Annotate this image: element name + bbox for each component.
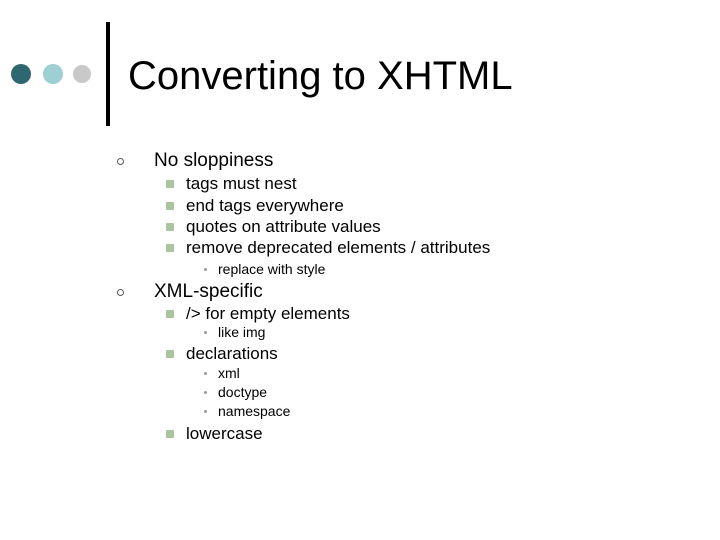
square-icon: [166, 430, 174, 438]
small-dot-icon: [204, 268, 207, 271]
small-dot-icon: [204, 410, 207, 413]
small-dot-icon: [204, 372, 207, 375]
subbullet-empty-elements: /> for empty elements: [186, 304, 350, 323]
small-dot-icon: [204, 331, 207, 334]
subbullet-end-tags: end tags everywhere: [186, 196, 344, 215]
square-icon: [166, 202, 174, 210]
hollow-circle-icon: [117, 158, 124, 165]
bullet-no-sloppiness: No sloppiness: [154, 150, 274, 171]
subsub-replace-with-style: replace with style: [218, 261, 326, 277]
square-icon: [166, 310, 174, 318]
dark-dot-icon: [11, 64, 31, 84]
subsub-xml: xml: [218, 365, 240, 381]
subsub-like-img: like img: [218, 324, 266, 340]
slide-title: Converting to XHTML: [128, 54, 513, 98]
subsub-namespace: namespace: [218, 403, 291, 419]
hollow-circle-icon: [117, 289, 124, 296]
square-icon: [166, 223, 174, 231]
subbullet-tags-must-nest: tags must nest: [186, 174, 297, 193]
subbullet-lowercase: lowercase: [186, 424, 263, 443]
subbullet-quotes: quotes on attribute values: [186, 217, 381, 236]
square-icon: [166, 244, 174, 252]
subsub-doctype: doctype: [218, 384, 268, 400]
gray-dot-icon: [73, 65, 91, 83]
small-dot-icon: [204, 391, 207, 394]
title-divider: [106, 22, 110, 126]
bullet-xml-specific: XML-specific: [154, 281, 263, 302]
square-icon: [166, 180, 174, 188]
square-icon: [166, 350, 174, 358]
decorative-dots: [0, 0, 110, 130]
subbullet-declarations: declarations: [186, 344, 278, 363]
light-dot-icon: [43, 64, 63, 84]
subbullet-remove-deprecated: remove deprecated elements / attributes: [186, 238, 491, 257]
